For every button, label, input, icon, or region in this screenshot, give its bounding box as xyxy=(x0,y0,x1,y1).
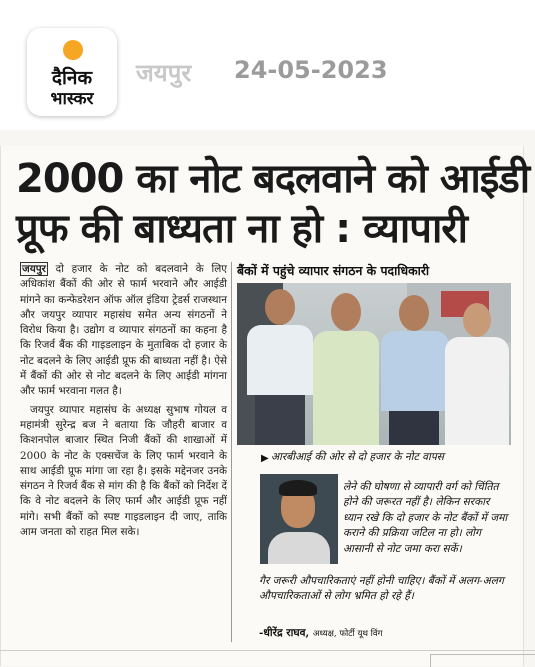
paragraph-1 xyxy=(20,262,227,400)
signature-name: -धीरेंद्र राघव, xyxy=(259,627,310,639)
page-header xyxy=(0,0,535,130)
bottom-rule xyxy=(0,650,535,651)
quote-line1: आरबीआई की ओर से दो हजार के नोट वापस xyxy=(271,451,444,463)
photo-person-1 xyxy=(245,283,315,445)
photo-caption: बैंकों में पहुंचे व्यापार संगठन के पदाधिकारी xyxy=(237,263,430,278)
photo-person-3 xyxy=(379,283,451,445)
quote-box xyxy=(237,450,511,640)
article-body xyxy=(20,262,227,543)
quote-text: लेने की घोषणा से व्यापारी वर्ग को चिंतित होने की जरूरत नहीं है। लेकिन सरकार ध्यान रखे कि दो हजार के नोट बैंकों में जमा कराने की प्रक्रिया जटिल ना हो। लोग आसानी से नोट जमा करा सकें। xyxy=(343,481,508,555)
edition-location: जयपुर xyxy=(136,59,192,87)
article-headline xyxy=(16,154,530,254)
photo-person-4 xyxy=(443,283,511,445)
dateline: जयपुर xyxy=(22,263,46,275)
quote-portrait xyxy=(260,474,338,564)
column-divider xyxy=(231,262,232,642)
news-photo xyxy=(237,283,511,445)
headline-line2: प्रूफ की बाध्यता ना हो : व्यापारी xyxy=(16,206,468,252)
headline-line1: 2000 का नोट बदलवाने को आईडी xyxy=(16,156,530,202)
logo-text-line2: भास्कर xyxy=(50,89,94,109)
sun-icon xyxy=(63,40,83,60)
paragraph-1-text: दो हजार के नोट को बदलवाने के लिए अधिकांश बैंकों की ओर से फार्म भरवाने और आईडी मांगने का कन्फेडरेशन ऑफ ऑल इंडिया ट्रेडर्स राजस्थान और जयपुर व्यापार महासंघ समेत अन्य संगठनों ने विरोध किया है। उद्योग व व्यापार संगठनों का कहना है कि रिजर्व बैंक की गाइडलाइन के मुताबिक दो हजार के नोट बदलने के लिए आईडी प्रूफ की बाध्यता नहीं है। ऐसे में बैंकों की ओर से नोट बदलने के लिए आईडी मांगना और फार्म भरवाना गलत है। xyxy=(20,263,227,398)
dainik-bhaskar-logo xyxy=(27,28,117,116)
quote-text-continued: गैर जरूरी औपचारिकताएं नहीं होनी चाहिए। बैंकों में अलग-अलग औपचारिकताओं से लोग भ्रमित हो रहे हैं। xyxy=(259,575,504,603)
quote-arrow-icon: ▶ xyxy=(261,453,269,464)
next-clipping-edge xyxy=(430,654,535,667)
signature-role: अध्यक्ष, फोर्टी यूथ विंग xyxy=(312,629,383,639)
edition-date: 24-05-2023 xyxy=(234,56,388,84)
paragraph-2: जयपुर व्यापार महासंघ के अध्यक्ष सुभाष गोयल व महामंत्री सुरेन्द्र बज ने बताया कि जौहरी बाजार व किशनपोल बाजार स्थित निजी बैंकों की शाखाओं में 2000 के नोट के एक्सचेंज के लिए फार्म भरवाने के साथ आईडी प्रूफ मांगा जा रहा है। इसके मद्देनजर उनके संगठन ने रिजर्व बैंक से मांग की है कि बैंकों को निर्देश दें कि वे नोट बदलने के लिए फार्म और आईडी प्रूफ नहीं मांगे। सभी बैंकों को स्पष्ट गाइडलाइन दी जाए, ताकि आम जनता को राहत मिल सके। xyxy=(20,403,227,539)
quote-signature xyxy=(259,626,509,640)
photo-person-2 xyxy=(309,283,383,445)
logo-text-line1: दैनिक xyxy=(51,67,93,89)
